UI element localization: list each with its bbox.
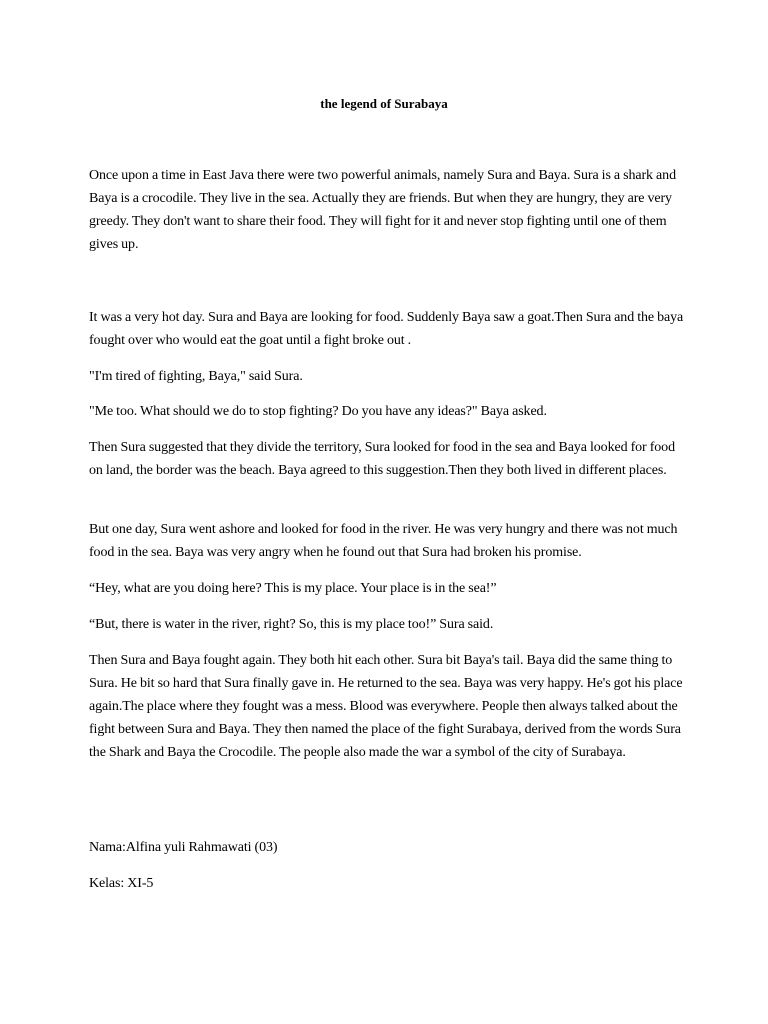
paragraph-one-day: But one day, Sura went ashore and looked for food in the river. He was very hungry and there was not much food in the sea. Baya was very angry when he found out that Sura had broken his promise. xyxy=(89,522,678,560)
paragraph-hot-day: It was a very hot day. Sura and Baya are looking for food. Suddenly Baya saw a goat.Then Sura and the baya fought over who would eat the goat until a fight broke out . xyxy=(89,310,684,348)
paragraph-intro: Once upon a time in East Java there were two powerful animals, namely Sura and Baya. Sura is a shark and Baya is a crocodile. They live in the sea. Actually they are friends. But when they are hungry, they are very greedy. They don't want to share their food. They will fight for it and never stop fighting until one of them gives up. xyxy=(89,168,676,252)
paragraph-sura-dialogue: "I'm tired of fighting, Baya," said Sura. xyxy=(89,369,303,384)
paragraph-baya-dialogue: "Me too. What should we do to stop fighting? Do you have any ideas?" Baya asked. xyxy=(89,404,547,419)
student-class: Kelas: XI-5 xyxy=(89,876,154,891)
paragraph-divide-territory: Then Sura suggested that they divide the territory, Sura looked for food in the sea and Baya looked for food on land, the border was the beach. Baya agreed to this suggestion.Then they both lived in different places. xyxy=(89,440,675,478)
paragraph-sura-reply: “But, there is water in the river, right? So, this is my place too!” Sura said. xyxy=(89,617,494,632)
document-title: the legend of Surabaya xyxy=(320,96,448,111)
paragraph-baya-shout: “Hey, what are you doing here? This is my place. Your place is in the sea!” xyxy=(89,581,497,596)
paragraph-final-fight: Then Sura and Baya fought again. They both hit each other. Sura bit Baya's tail. Baya did the same thing to Sura. He bit so hard that Sura finally gave in. He returned to the sea. Baya was very happy. He's got his place again.The place where they fought was a mess. Blood was everywhere. People then always talked about the fight between Sura and Baya. They then named the place of the fight Surabaya, derived from the words Sura the Shark and Baya the Crocodile. The people also made the war a symbol of the city of Surabaya. xyxy=(89,653,683,760)
student-name: Nama:Alfina yuli Rahmawati (03) xyxy=(89,840,278,855)
